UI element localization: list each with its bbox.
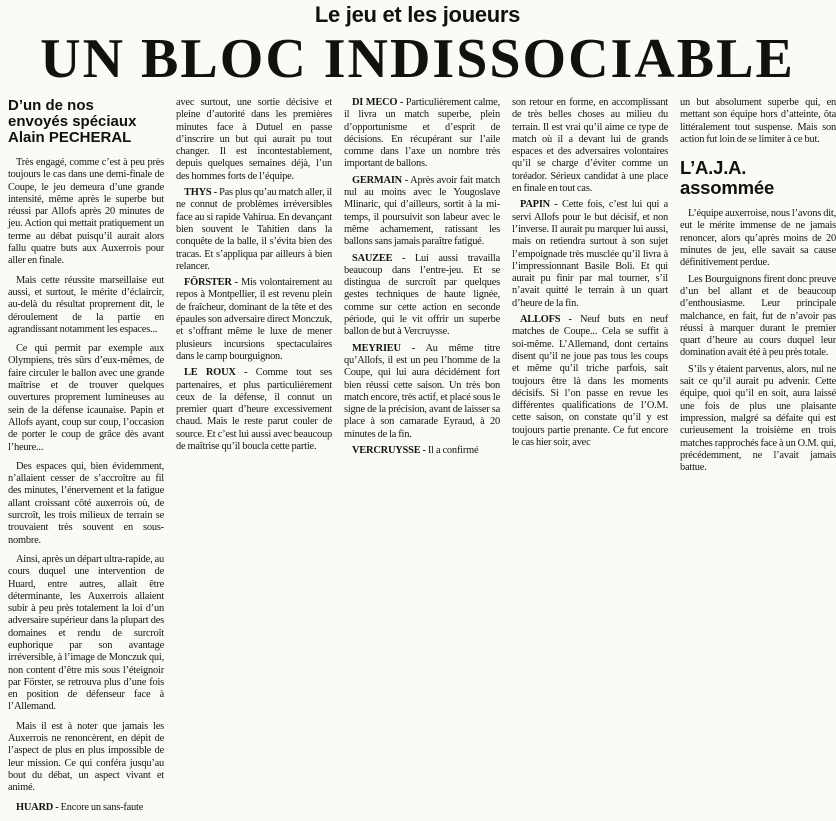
- paragraph: L’équipe auxerroise, nous l’avons dit, eut le mérite immense de ne jamais renoncer, alors qu’après moins de 20 minutes de jeu, elle savait sa cause définitivement perdue.: [680, 208, 836, 269]
- paragraph: S’ils y étaient parvenus, alors, nul ne sait ce qu’il aurait pu advenir. Cette équipe, quoi qu’il en soit, aura laissé une fois de plus une plaisante impression, malgré sa défaite qui est curieusement la troisième en trois matches rapprochés face à un O.M. qui, précédemment, ne l’avait jamais battue.: [680, 363, 836, 474]
- paragraph-text: Cette fois, c’est lui qui a servi Allofs pour le but décisif, et non l’inverse. Il aurait pu marquer lui aussi, mais on retiendra surtout à son sujet l’empoignade très musclée qu’il livra à l’impressionnant Basile Boli. Et qui aurait pu finir par mal tourner, s’il n’avait quitté le terrain à un quart d’heure de la fin.: [512, 199, 668, 309]
- paragraph-text: Particulièrement calme, il livra un match superbe, plein d’opportunisme et d’esprit de décisions. En récupérant sur l’aile comme dans l’axe un nombre très important de ballons.: [344, 97, 500, 170]
- player-name: HUARD -: [16, 801, 59, 813]
- player-name: THYS -: [184, 187, 217, 199]
- player-name: DI MECO -: [352, 97, 404, 108]
- paragraph: [344, 343, 500, 441]
- paragraph: [176, 277, 332, 363]
- column-4: [512, 97, 668, 453]
- paragraph: [344, 253, 500, 339]
- player-name: PAPIN -: [520, 199, 558, 211]
- byline: [8, 98, 164, 146]
- paragraph: Ainsi, après un départ ultra-rapide, au cours duquel une intervention de Huard, entre autres, allait être déterminante, les Auxerrois allaient subir à peu près totalement la loi d’un adversaire supérieur dans la plupart des domaines et rendu de surcroît euphorique par son avantage irréversible, à l’image de Monczuk qui, non content d’être mis sous l’éteignoir par Förster, se retrouva plus d’une fois en position de défenseur face à l’Allemand.: [8, 553, 164, 713]
- player-name: SAUZEE -: [352, 252, 406, 264]
- paragraph: Des espaces qui, bien évidemment, n’allaient cesser de s’accroître au fil des minutes, l’énervement et la fatigue allant croissant côté auxerrois où, de surcroît, les trois milieux de terrain se trouvaient très souvent en sous-nombre.: [8, 460, 164, 546]
- paragraph-text: Pas plus qu’au match aller, il ne connut de problèmes irréversibles face au si rapide Vahirua. En devançant bien souvent le Tahitien dans la conquête de la balle, il s’évita bien des tracas. Et s’appliqua par ailleurs à bien relancer.: [176, 187, 332, 272]
- paragraph-text: Comme tout ses partenaires, et plus particulièrement ceux de la défense, il connut un premier quart d’heure excessivement chaud. Mais le reste parut couler de source. Et c’est lui aussi avec beaucoup de maîtrise qu’il boucla cette partie.: [176, 367, 332, 453]
- paragraph-text: Encore un sans-faute: [60, 801, 144, 813]
- paragraph: Mais cette réussite marseillaise eut aussi, et surtout, le mérite d’éclaircir, au-delà du résultat proprement dit, le déroulement de la partie en agrandissant notamment les espaces...: [8, 274, 164, 335]
- paragraph-text: Au même titre qu’Allofs, il est un peu l’homme de la Coupe, qui lui aura décidément fort bien réussi cette saison. Un très bon match encore, très actif, et placé sous le signe de la précision, avant de laisser sa place à son camarade Eyraud, à 20 minutes de la fin.: [344, 342, 500, 440]
- paragraph: [176, 187, 332, 273]
- paragraph: son retour en forme, en accomplissant de très belles choses au milieu du terrain. Il est vrai qu’il aime ce type de match où il a devant lui de grands espaces et des adversaires volontaires qu’il se charge d’éviter comme un toréador. Sérieux candidat à une place en finale en tout cas.: [512, 97, 668, 195]
- article-columns: [8, 97, 836, 813]
- kicker: Le jeu et les joueurs: [314, 2, 521, 27]
- paragraph-text: Il a confirmé: [427, 445, 479, 457]
- paragraph: [344, 97, 500, 171]
- paragraph: Très engagé, comme c’est à peu près toujours le cas dans une demi-finale de Coupe, le jeu demeura d’une grande intensité, même après le superbe but réussi par Allofs après 20 minutes de jeu. Action qui mettait pratiquement un terme au débat puisqu’il aurait alors fallu quatre buts aux Auxerrois pour aller en finale.: [8, 157, 164, 267]
- byline-line: Alain PECHERAL: [8, 129, 132, 146]
- main-headline: UN BLOC INDISSOCIABLE: [40, 28, 795, 90]
- paragraph: un but absolument superbe qui, en mettant son équipe hors d’atteinte, ôta littéralement tout suspense. Mais son action fut loin de se limiter à ce but.: [680, 97, 836, 145]
- byline-line: envoyés spéciaux: [8, 113, 137, 130]
- paragraph-text: Mis volontairement au repos à Montpellier, il est revenu plein de fraîcheur, dominant de la tête et des épaules son adversaire direct Monczuk, et s’offrant même le luxe de mener plusieurs incursions spectaculaires dans le camp bourguignon.: [176, 277, 332, 362]
- paragraph: [344, 445, 500, 457]
- paragraph: Les Bourguignons firent donc preuve d’un bel allant et de beaucoup d’enthousiasme. Leur principale malchance, en fait, fut de n’avoir pas réussi à marquer durant le premier quart d’heure au cours duquel leur domination avait été à peu près totale.: [680, 273, 836, 359]
- player-name: GERMAIN -: [352, 174, 408, 186]
- paragraph: Ce qui permit par exemple aux Olympiens, très sûrs d’eux-mêmes, de faire circuler le ballon avec une grande maîtrise et de trouver quelques ouvertures proprement lumineuses au sein de la défense icaunaise. Papin et Allofs ayant, coup sur coup, l’occasion de porter le coup de grâce dès avant l’heure...: [8, 343, 164, 453]
- byline-line: D’un de nos: [8, 97, 94, 114]
- paragraph: avec surtout, une sortie décisive et pleine d’autorité dans les premières minutes face à Dutuel en passe d’inscrire un but qui aurait pu tout changer. Il est incontestablement, depuis quelques semaines déjà, l’un des hommes forts de l’équipe.: [176, 97, 332, 182]
- paragraph: [512, 199, 668, 310]
- column-2: [176, 97, 332, 457]
- paragraph-text: Neuf buts en neuf matches de Coupe... Cela se suffit à soi-même. L’Allemand, dont certains disent qu’il ne joue pas tous les coups et même qu’il triche parfois, sait toujours être là dans les moments décisifs. Si l’on passe en revue les différentes qualifications de l’O.M. cette saison, on constate qu’il y est toujours partie prenante. Ce fut encore le cas hier soir, avec: [512, 314, 669, 449]
- player-name: LE ROUX -: [184, 367, 248, 379]
- paragraph: [512, 314, 668, 449]
- player-name: FÖRSTER -: [184, 277, 238, 289]
- column-3: [344, 97, 500, 461]
- paragraph: [344, 175, 500, 249]
- column-1: [8, 97, 164, 821]
- subhead-aja: L’A.J.A. assommée: [680, 157, 775, 199]
- paragraph: [8, 802, 164, 814]
- paragraph: [176, 367, 332, 453]
- player-name: MEYRIEU -: [352, 342, 416, 354]
- player-name: VERCRUYSSE -: [352, 445, 426, 457]
- column-5: [680, 97, 836, 478]
- paragraph: Mais il est à noter que jamais les Auxerrois ne renoncèrent, en dépit de l’aspect de plus en plus impossible de leur mission. Ce qui conféra jusqu’au bout du débat, un aspect vivant et animé.: [8, 720, 164, 794]
- player-name: ALLOFS -: [520, 314, 572, 326]
- paragraph-text: Lui aussi travailla beaucoup dans l’entre-jeu. Et se distingua de surcroît par quelques gestes techniques de haute lignée, comme sur cette action en seconde période, qui le vit offrir un superbe ballon de but à Vercruysse.: [344, 252, 500, 338]
- paragraph-text: Après avoir fait match nul au moins avec le Yougoslave Mlinaric, qui d’ailleurs, sortit à la mi-temps, il poursuivit son labeur avec le même acharnement, ratissant les ballons sans jamais paraître fatigué.: [344, 174, 500, 248]
